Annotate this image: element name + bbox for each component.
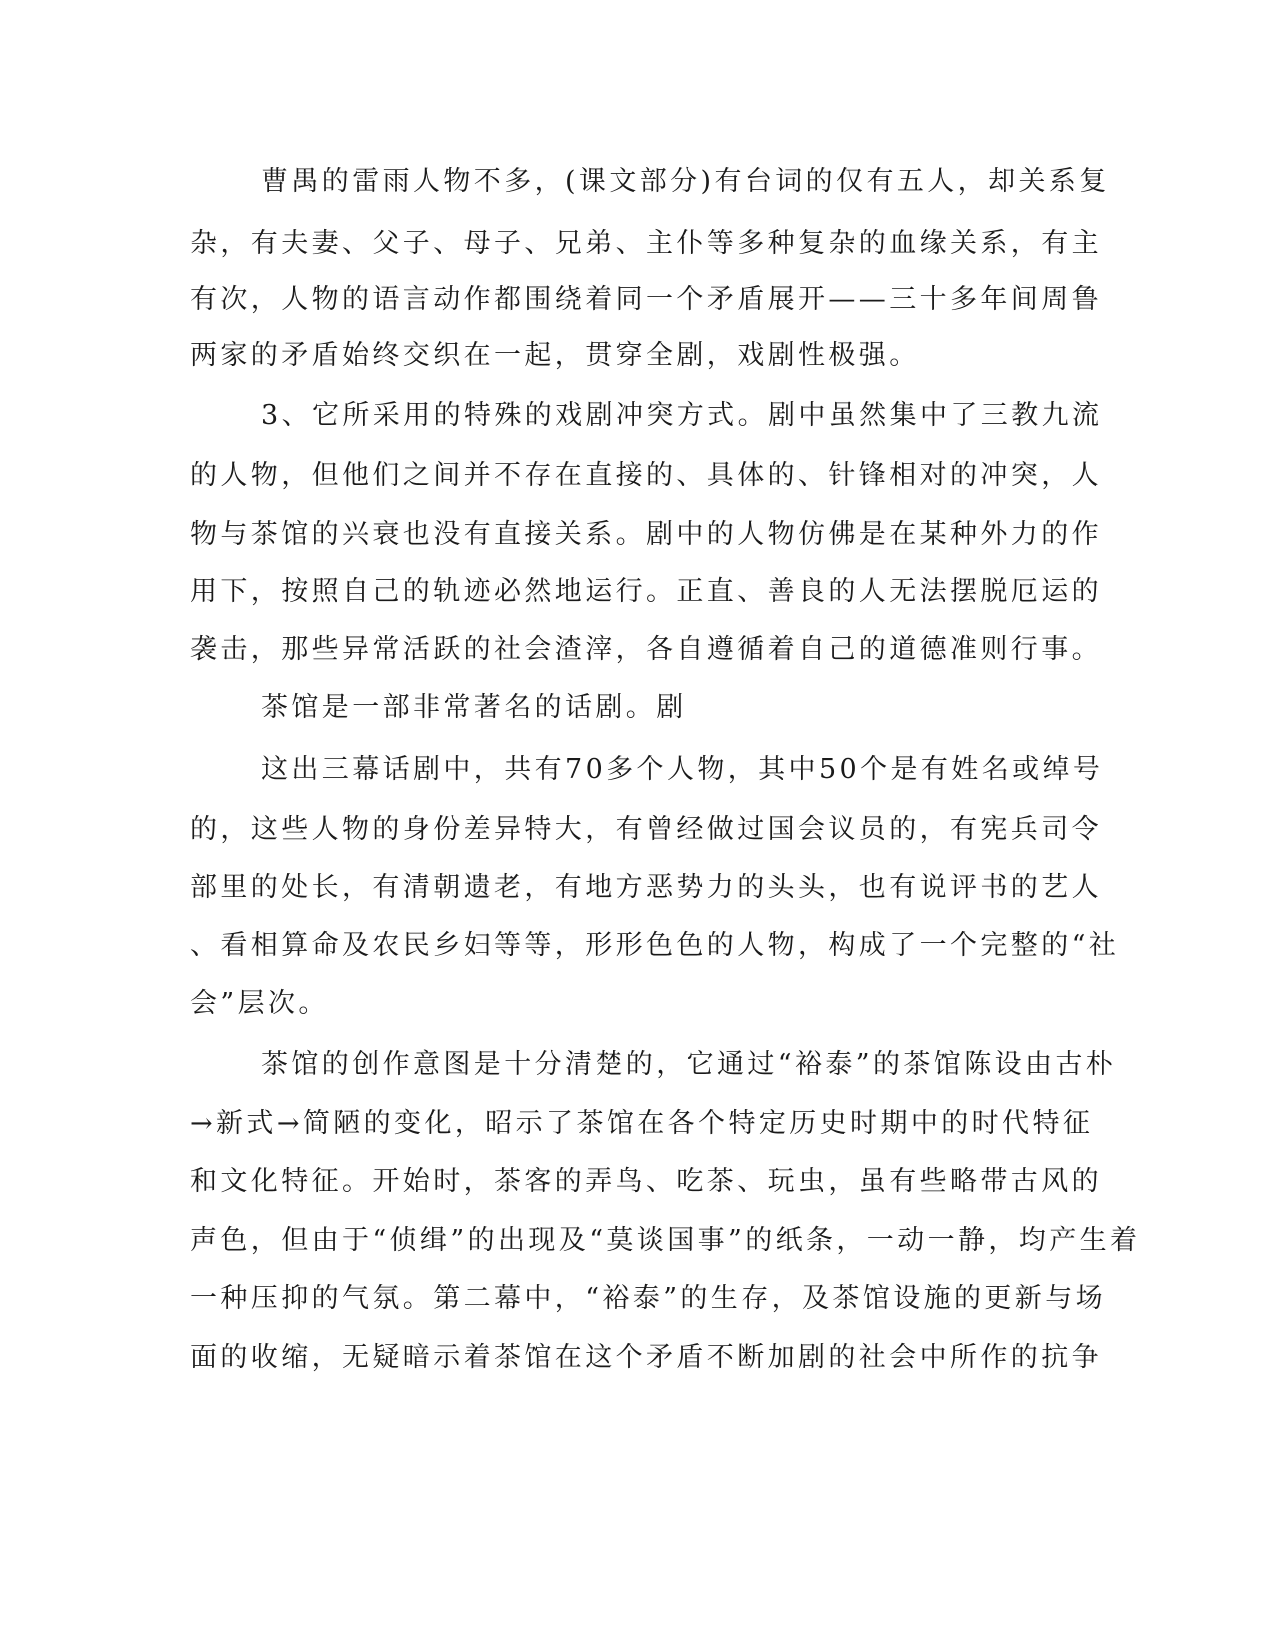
text-line: 两家的矛盾始终交织在一起，贯穿全剧，戏剧性极强。 — [190, 340, 920, 371]
text-line: 的，这些人物的身份差异特大，有曾经做过国会议员的，有宪兵司令 — [190, 814, 1102, 845]
text-line: 声色，但由于“侦缉”的出现及“莫谈国事”的纸条，一动一静，均产生着 — [190, 1225, 1141, 1256]
text-line: 用下，按照自己的轨迹必然地运行。正直、善良的人无法摆脱厄运的 — [190, 576, 1102, 607]
text-line: 杂，有夫妻、父子、母子、兄弟、主仆等多种复杂的血缘关系，有主 — [190, 228, 1102, 259]
text-line: 和文化特征。开始时，茶客的弄鸟、吃茶、玩虫，虽有些略带古风的 — [190, 1166, 1102, 1197]
text-line: 有次，人物的语言动作都围绕着同一个矛盾展开——三十多年间周鲁 — [190, 284, 1102, 315]
text-line: 物与茶馆的兴衰也没有直接关系。剧中的人物仿佛是在某种外力的作 — [190, 519, 1102, 550]
text-line: 这出三幕话剧中，共有70多个人物，其中50个是有姓名或绰号 — [261, 754, 1104, 785]
text-line: 茶馆是一部非常著名的话剧。剧 — [261, 692, 687, 723]
text-line: 一种压抑的气氛。第二幕中，“裕泰”的生存，及茶馆设施的更新与场 — [190, 1283, 1107, 1314]
text-line: 会”层次。 — [190, 988, 329, 1019]
text-line: 茶馆的创作意图是十分清楚的，它通过“裕泰”的茶馆陈设由古朴 — [261, 1049, 1117, 1080]
text-line: 3、它所采用的特殊的戏剧冲突方式。剧中虽然集中了三教九流 — [261, 400, 1103, 431]
text-line: 的人物，但他们之间并不存在直接的、具体的、针锋相对的冲突，人 — [190, 460, 1102, 491]
text-line: →新式→简陋的变化，昭示了茶馆在各个特定历史时期中的时代特征 — [190, 1108, 1094, 1139]
text-line: 袭击，那些异常活跃的社会渣滓，各自遵循着自己的道德准则行事。 — [190, 634, 1102, 665]
text-line: 面的收缩，无疑暗示着茶馆在这个矛盾不断加剧的社会中所作的抗争 — [190, 1342, 1102, 1373]
text-line: 、看相算命及农民乡妇等等，形形色色的人物，构成了一个完整的“社 — [190, 930, 1120, 961]
text-line: 曹禺的雷雨人物不多，(课文部分)有台词的仅有五人，却关系复 — [261, 166, 1110, 197]
text-line: 部里的处长，有清朝遗老，有地方恶势力的头头，也有说评书的艺人 — [190, 872, 1102, 903]
